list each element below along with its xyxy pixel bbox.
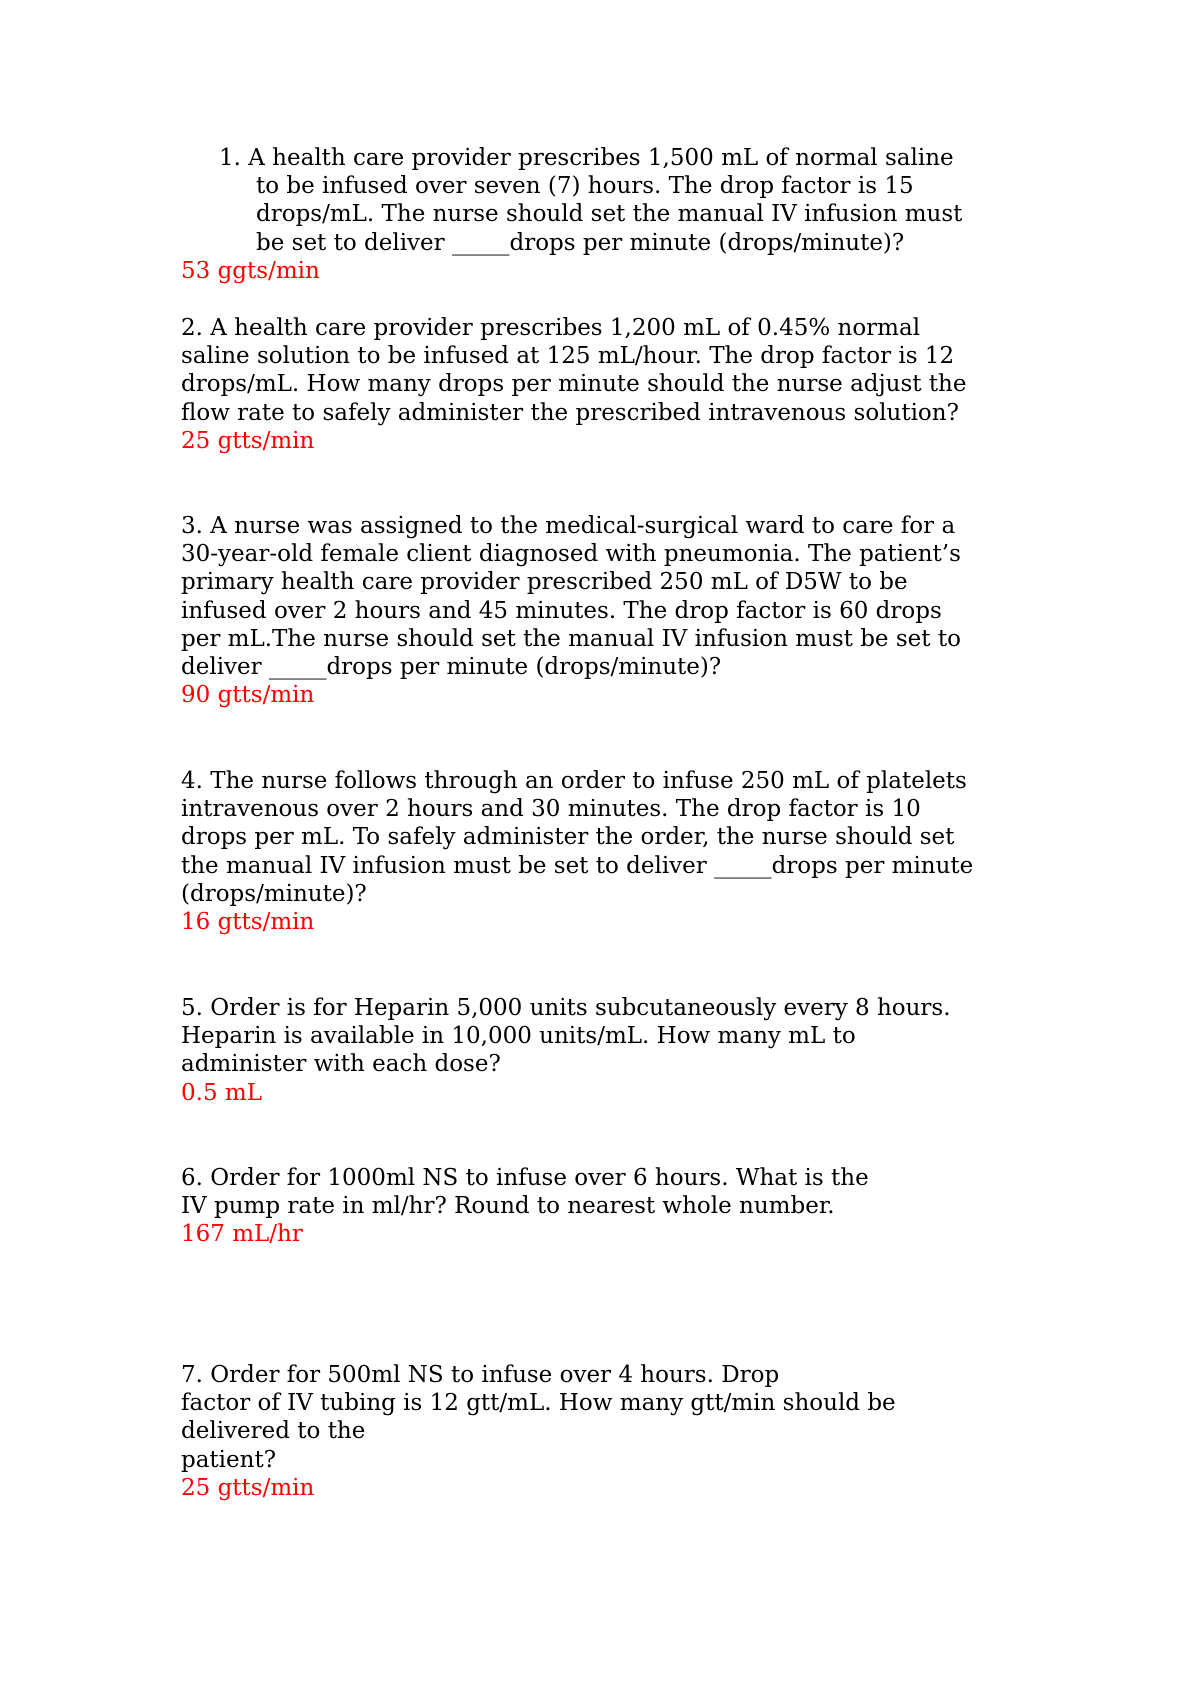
question-2-line-1: 2. A health care provider prescribes 1,200 mL of 0.45% normal: [181, 315, 921, 341]
question-7-line-2: factor of IV tubing is 12 gtt/mL. How many gtt/min should be: [181, 1390, 896, 1417]
question-3-line-3: primary health care provider prescribed 250 mL of D5W to be: [181, 569, 908, 596]
answer-1-block: [181, 257, 1041, 285]
question-2-line-4: flow rate to safely administer the prescribed intravenous solution?: [181, 399, 959, 426]
question-1-line-3: drops/mL. The nurse should set the manual IV infusion must: [256, 201, 963, 228]
question-6-line-2: IV pump rate in ml/hr? Round to nearest whole number.: [181, 1193, 835, 1220]
question-3: [181, 512, 1041, 709]
question-7-line-4: patient?: [181, 1446, 277, 1473]
question-7-line-1: 7. Order for 500ml NS to infuse over 4 hours. Drop: [181, 1362, 780, 1388]
answer-7: 25 gtts/min: [181, 1474, 315, 1501]
question-1-line-1: 1. A health care provider prescribes 1,500 mL of normal saline: [219, 145, 954, 171]
question-3-line-6: deliver _____drops per minute (drops/minute)?: [181, 654, 722, 681]
question-7-line-3: delivered to the: [181, 1418, 366, 1445]
answer-1: 53 ggts/min: [181, 258, 320, 284]
question-5-line-2: Heparin is available in 10,000 units/mL. How many mL to: [181, 1023, 856, 1050]
question-5-line-1: 5. Order is for Heparin 5,000 units subcutaneously every 8 hours.: [181, 995, 951, 1021]
question-1: [181, 144, 1041, 257]
question-3-line-2: 30-year-old female client diagnosed with pneumonia. The patient’s: [181, 541, 961, 568]
question-4-line-5: (drops/minute)?: [181, 880, 367, 907]
question-7: [181, 1361, 1041, 1502]
answer-3: 90 gtts/min: [181, 682, 315, 709]
answer-6: 167 mL/hr: [181, 1221, 303, 1248]
question-3-line-4: infused over 2 hours and 45 minutes. The drop factor is 60 drops: [181, 597, 942, 624]
question-2-line-2: saline solution to be infused at 125 mL/hour. The drop factor is 12: [181, 343, 955, 370]
question-3-line-1: 3. A nurse was assigned to the medical-surgical ward to care for a: [181, 513, 956, 539]
answer-2: 25 gtts/min: [181, 427, 315, 454]
question-1-line-2: to be infused over seven (7) hours. The drop factor is 15: [256, 173, 914, 200]
question-4: [181, 767, 1041, 936]
question-5-line-3: administer with each dose?: [181, 1051, 501, 1078]
question-1-line-4: be set to deliver _____drops per minute (drops/minute)?: [256, 229, 905, 256]
question-2: [181, 314, 1041, 455]
question-2-line-3: drops/mL. How many drops per minute should the nurse adjust the: [181, 371, 967, 398]
question-3-line-5: per mL.The nurse should set the manual IV infusion must be set to: [181, 625, 961, 652]
question-4-line-2: intravenous over 2 hours and 30 minutes. The drop factor is 10: [181, 796, 921, 823]
question-6: [181, 1164, 1041, 1249]
question-6-line-1: 6. Order for 1000ml NS to infuse over 6 hours. What is the: [181, 1165, 869, 1191]
question-4-line-1: 4. The nurse follows through an order to infuse 250 mL of platelets: [181, 768, 967, 794]
question-4-line-3: drops per mL. To safely administer the order, the nurse should set: [181, 824, 955, 851]
answer-4: 16 gtts/min: [181, 909, 315, 936]
question-5: [181, 994, 1041, 1107]
answer-5: 0.5 mL: [181, 1079, 262, 1106]
question-4-line-4: the manual IV infusion must be set to deliver _____drops per minute: [181, 852, 974, 879]
